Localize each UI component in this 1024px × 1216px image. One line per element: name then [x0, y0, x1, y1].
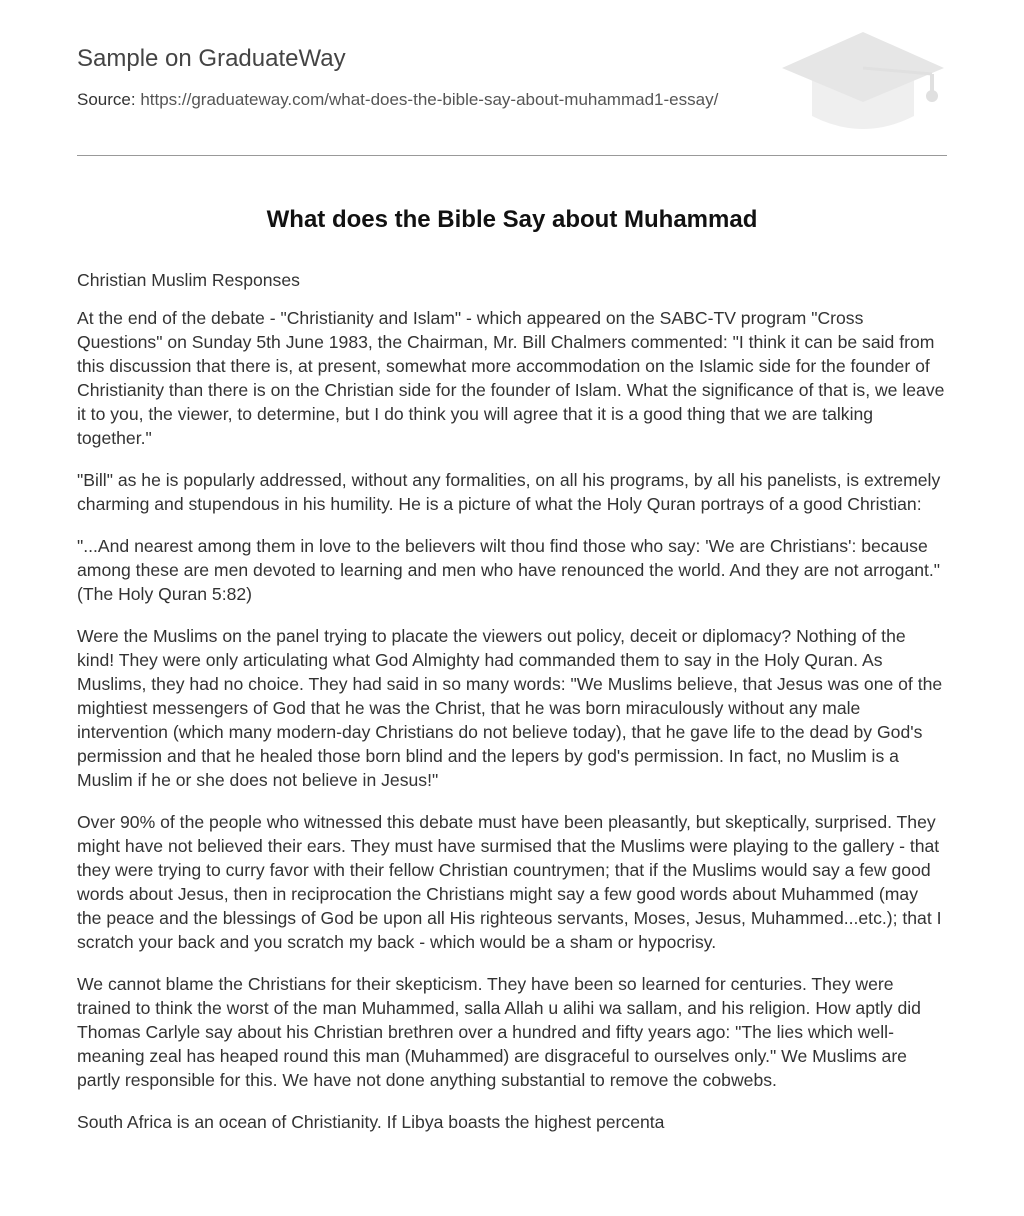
paragraph: "...And nearest among them in love to the believers wilt thou find those who say: 'We are Christians': because among these are men devoted to learning and men who have renounced the world. And they are not arrogant." (The Holy Quran 5:82) — [77, 536, 941, 604]
document-title: What does the Bible Say about Muhammad — [266, 206, 758, 233]
paragraph: At the end of the debate - "Christianity and Islam" - which appeared on the SABC-TV program "Cross Questions" on Sunday 5th June 1983, the Chairman, Mr. Bill Chalmers commented: "I think it can be said from this discussion that there is, at present, somewhat more accommodation on the Islamic side for the founder of Christianity than there is on the Christian side for the founder of Islam. What the significance of that is, we leave it to you, the viewer, to determine, but I do think you will agree that it is a good thing that we are talking together." — [77, 308, 945, 448]
paragraph: Over 90% of the people who witnessed this debate must have been pleasantly, but skeptically, surprised. They might have not believed their ears. They must have surmised that the Muslims were playing to the gallery - that they were trying to curry favor with their fellow Christian countrymen; that if the Muslims would say a few good words about Jesus, then in reciprocation the Christians might say a few good words about Muhammed (may the peace and the blessings of God be upon all His righteous servants, Moses, Jesus, Muhammed...etc.); that I scratch your back and you scratch my back - which would be a sham or hypocrisy. — [77, 812, 942, 952]
document-subtitle: Christian Muslim Responses — [77, 270, 300, 290]
paragraph: "Bill" as he is popularly addressed, without any formalities, on all his programs, by all his panelists, is extremely charming and stupendous in his humility. He is a picture of what the Holy Quran portrays of a good Christian: — [77, 470, 941, 514]
paragraph: South Africa is an ocean of Christianity. If Libya boasts the highest percenta — [77, 1112, 665, 1132]
article-body — [77, 268, 947, 1152]
header-divider — [77, 155, 947, 156]
graduation-cap-icon — [780, 30, 946, 134]
page-header — [77, 0, 947, 156]
site-title: Sample on GraduateWay — [77, 45, 346, 72]
source-line — [77, 89, 718, 111]
paragraph: We cannot blame the Christians for their skepticism. They have been so learned for centuries. They were trained to think the worst of the man Muhammed, salla Allah u alihi wa sallam, and his religion. How aptly did Thomas Carlyle say about his Christian brethren over a hundred and fifty years ago: "The lies which well-meaning zeal has heaped round this man (Muhammed) are disgraceful to ourselves only." We Muslims are partly responsible for this. We have not done anything substantial to remove the cobwebs. — [77, 974, 921, 1090]
paragraph: Were the Muslims on the panel trying to placate the viewers out policy, deceit or diplomacy? Nothing of the kind! They were only articulating what God Almighty had commanded them to say in the Holy Quran. As Muslims, they had no choice. They had said in so many words: "We Muslims believe, that Jesus was one of the mightiest messengers of God that he was the Christ, that he was born miraculously without any male intervention (which many modern-day Christians do not believe today), that he gave life to the dead by God's permission and that he healed those born blind and the lepers by god's permission. In fact, no Muslim is a Muslim if he or she does not believe in Jesus!" — [77, 626, 943, 790]
source-link[interactable]: https://graduateway.com/what-does-the-bible-say-about-muhammad1-essay/ — [140, 90, 719, 109]
source-label: Source: — [77, 90, 136, 109]
